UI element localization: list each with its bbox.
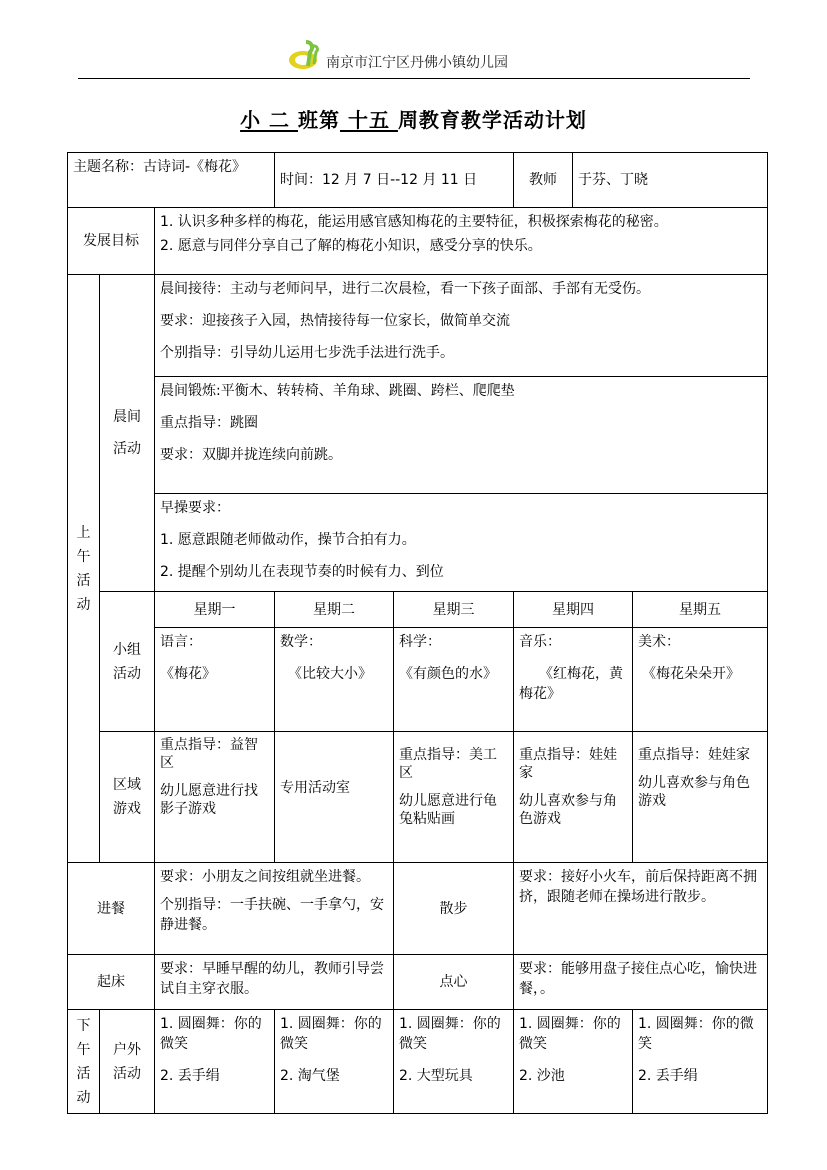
weekday-header-thu (513, 591, 633, 628)
weekday-header-wed (393, 591, 514, 628)
outdoor-label-cell (99, 1009, 155, 1114)
weekday-label: 星期三 (432, 601, 475, 618)
group-title: 《红梅花，黄梅花》 (519, 666, 623, 702)
reception-text: 晨间接待：主动与老师问早，进行二次晨检，看一下孩子面部、手部有无受伤。 (160, 281, 650, 297)
outdoor-item-a: 1. 圆圈舞：你的微笑 (399, 1016, 501, 1052)
outdoor-mon (154, 1009, 275, 1114)
area-focus: 重点指导：娃娃家 (519, 747, 617, 781)
weekday-header-mon (154, 591, 275, 628)
group-subject: 语言： (160, 634, 202, 650)
snack-label-cell (393, 954, 514, 1010)
group-activity-tue (274, 627, 394, 732)
area-game-tue (274, 731, 394, 863)
snack-requirement: 要求：能够用盘子接住点心吃，愉快进餐，。 (519, 961, 757, 997)
morning-section-cell (67, 274, 100, 863)
area-desc: 幼儿喜欢参与角色游戏 (519, 793, 617, 827)
area-focus: 重点指导：美工区 (399, 747, 497, 781)
theme-cell (67, 152, 275, 208)
weekday-label: 星期二 (313, 601, 355, 618)
drill-item-2: 2. 提醒个别幼儿在表现节奏的时候有力、到位 (160, 564, 444, 580)
group-title: 《比较大小》 (288, 666, 372, 682)
outdoor-item-a: 1. 圆圈舞：你的微笑 (638, 1016, 754, 1052)
outdoor-item-b: 2. 沙池 (519, 1068, 565, 1084)
outdoor-item-b: 2. 淘气堡 (280, 1068, 340, 1084)
morning-activity-label-cell (99, 274, 155, 592)
area-game-fri (632, 731, 768, 863)
outdoor-label-line1: 户外 (113, 1041, 141, 1058)
title-class-suffix: 班第 (298, 108, 340, 132)
drill-item-1: 1. 愿意跟随老师做动作，操节合拍有力。 (160, 532, 416, 548)
outdoor-label-line2: 活动 (113, 1065, 141, 1082)
group-subject: 音乐： (519, 634, 561, 650)
area-desc: 幼儿愿意进行龟兔粘贴画 (399, 793, 497, 827)
time-cell (274, 152, 514, 208)
area-game-wed (393, 731, 514, 863)
reception-requirement: 要求：迎接孩子入园，热情接待每一位家长，做简单交流 (160, 313, 510, 329)
area-game-mon (154, 731, 275, 863)
group-activity-mon (154, 627, 275, 732)
walk-content-cell (513, 862, 768, 955)
wake-requirement: 要求：早睡早醒的幼儿，教师引导尝试自主穿衣服。 (160, 961, 384, 997)
wake-content-cell (154, 954, 394, 1010)
meal-label-cell (67, 862, 155, 955)
area-desc: 幼儿喜欢参与角色游戏 (638, 775, 750, 809)
weekday-header-fri (632, 591, 768, 628)
group-title: 《梅花朵朵开》 (642, 666, 740, 682)
group-activity-fri (632, 627, 768, 732)
title-rest: 周教育教学活动计划 (397, 108, 587, 132)
area-focus: 重点指导：娃娃家 (638, 747, 750, 763)
area-desc: 幼儿愿意进行找影子游戏 (160, 783, 258, 817)
weekday-label: 星期四 (552, 601, 594, 618)
goals-content-cell (154, 207, 768, 275)
meal-content-cell (154, 862, 394, 955)
class-name: 小 二 (240, 108, 298, 132)
exercise-focus: 重点指导：跳圈 (160, 415, 258, 431)
reception-cell (154, 274, 768, 377)
area-desc: 专用活动室 (280, 780, 350, 796)
wake-label-cell (67, 954, 155, 1010)
afternoon-section-label: 下午活动 (76, 1017, 91, 1106)
goal-item-1: 1. 认识多种多样的梅花，能运用感官感知梅花的主要特征，积极探索梅花的秘密。 (160, 214, 668, 230)
reception-guidance: 个别指导：引导幼儿运用七步洗手法进行洗手。 (160, 345, 454, 361)
group-activity-thu (513, 627, 633, 732)
outdoor-item-a: 1. 圆圈舞：你的微笑 (160, 1016, 262, 1052)
teacher-names-cell (572, 152, 768, 208)
group-title: 《有颜色的水》 (399, 666, 497, 682)
week-number: 十五 (340, 108, 398, 132)
weekday-label: 星期五 (679, 601, 721, 618)
group-subject: 数学： (280, 634, 322, 650)
weekday-header-tue (274, 591, 394, 628)
area-game-label-cell (99, 731, 155, 863)
meal-guidance: 个别指导：一手扶碗、一手拿勺，安静进餐。 (160, 897, 384, 933)
snack-content-cell (513, 954, 768, 1010)
afternoon-section-cell (67, 1009, 100, 1114)
outdoor-fri (632, 1009, 768, 1114)
goals-label-cell (67, 207, 155, 275)
page-title (0, 104, 827, 133)
outdoor-item-b: 2. 大型玩具 (399, 1068, 473, 1084)
teacher-names: 于芬、丁晓 (578, 172, 648, 188)
school-logo-icon (286, 40, 322, 72)
drill-cell (154, 493, 768, 592)
morning-section-label: 上午活动 (76, 524, 91, 613)
morning-label-line1: 晨间 (113, 409, 141, 425)
exercise-requirement: 要求：双脚并拢连续向前跳。 (160, 447, 342, 463)
group-title: 《梅花》 (160, 666, 216, 682)
group-activity-label-cell (99, 591, 155, 732)
walk-label: 散步 (439, 900, 468, 917)
area-game-thu (513, 731, 633, 863)
teacher-label-cell (513, 152, 573, 208)
header-divider (78, 78, 750, 79)
outdoor-item-b: 2. 丢手绢 (638, 1068, 698, 1084)
outdoor-item-a: 1. 圆圈舞：你的微笑 (519, 1016, 621, 1052)
group-activity-label: 小组活动 (113, 641, 141, 682)
outdoor-tue (274, 1009, 394, 1114)
outdoor-item-a: 1. 圆圈舞：你的微笑 (280, 1016, 382, 1052)
time-text: 时间：12 月 7 日--12 月 11 日 (280, 172, 478, 188)
weekday-label: 星期一 (193, 601, 236, 618)
school-name: 南京市江宁区丹佛小镇幼儿园 (326, 55, 508, 71)
group-subject: 美术： (638, 634, 680, 650)
drill-title: 早操要求： (160, 500, 230, 516)
exercise-cell (154, 376, 768, 494)
group-subject: 科学： (399, 634, 441, 650)
morning-label-line2: 活动 (113, 441, 141, 457)
outdoor-wed (393, 1009, 514, 1114)
area-focus: 重点指导：益智区 (160, 737, 258, 771)
exercise-text: 晨间锻炼:平衡木、转转椅、羊角球、跳圈、跨栏、爬爬垫 (160, 383, 515, 399)
wake-label: 起床 (97, 974, 125, 990)
teacher-label: 教师 (529, 172, 557, 188)
walk-requirement: 要求：接好小火车，前后保持距离不拥挤，跟随老师在操场进行散步。 (519, 869, 757, 905)
snack-label: 点心 (439, 974, 468, 990)
meal-requirement: 要求：小朋友之间按组就坐进餐。 (160, 869, 370, 885)
group-activity-wed (393, 627, 514, 732)
outdoor-item-b: 2. 丢手绢 (160, 1068, 220, 1084)
outdoor-thu (513, 1009, 633, 1114)
page-header (78, 36, 750, 80)
walk-label-cell (393, 862, 514, 955)
goal-item-2: 2. 愿意与同伴分享自己了解的梅花小知识，感受分享的快乐。 (160, 238, 542, 254)
goals-label: 发展目标 (83, 233, 139, 249)
theme-text: 主题名称：古诗词-《梅花》 (73, 159, 247, 175)
area-game-label: 区域游戏 (113, 777, 141, 817)
meal-label: 进餐 (97, 900, 125, 917)
